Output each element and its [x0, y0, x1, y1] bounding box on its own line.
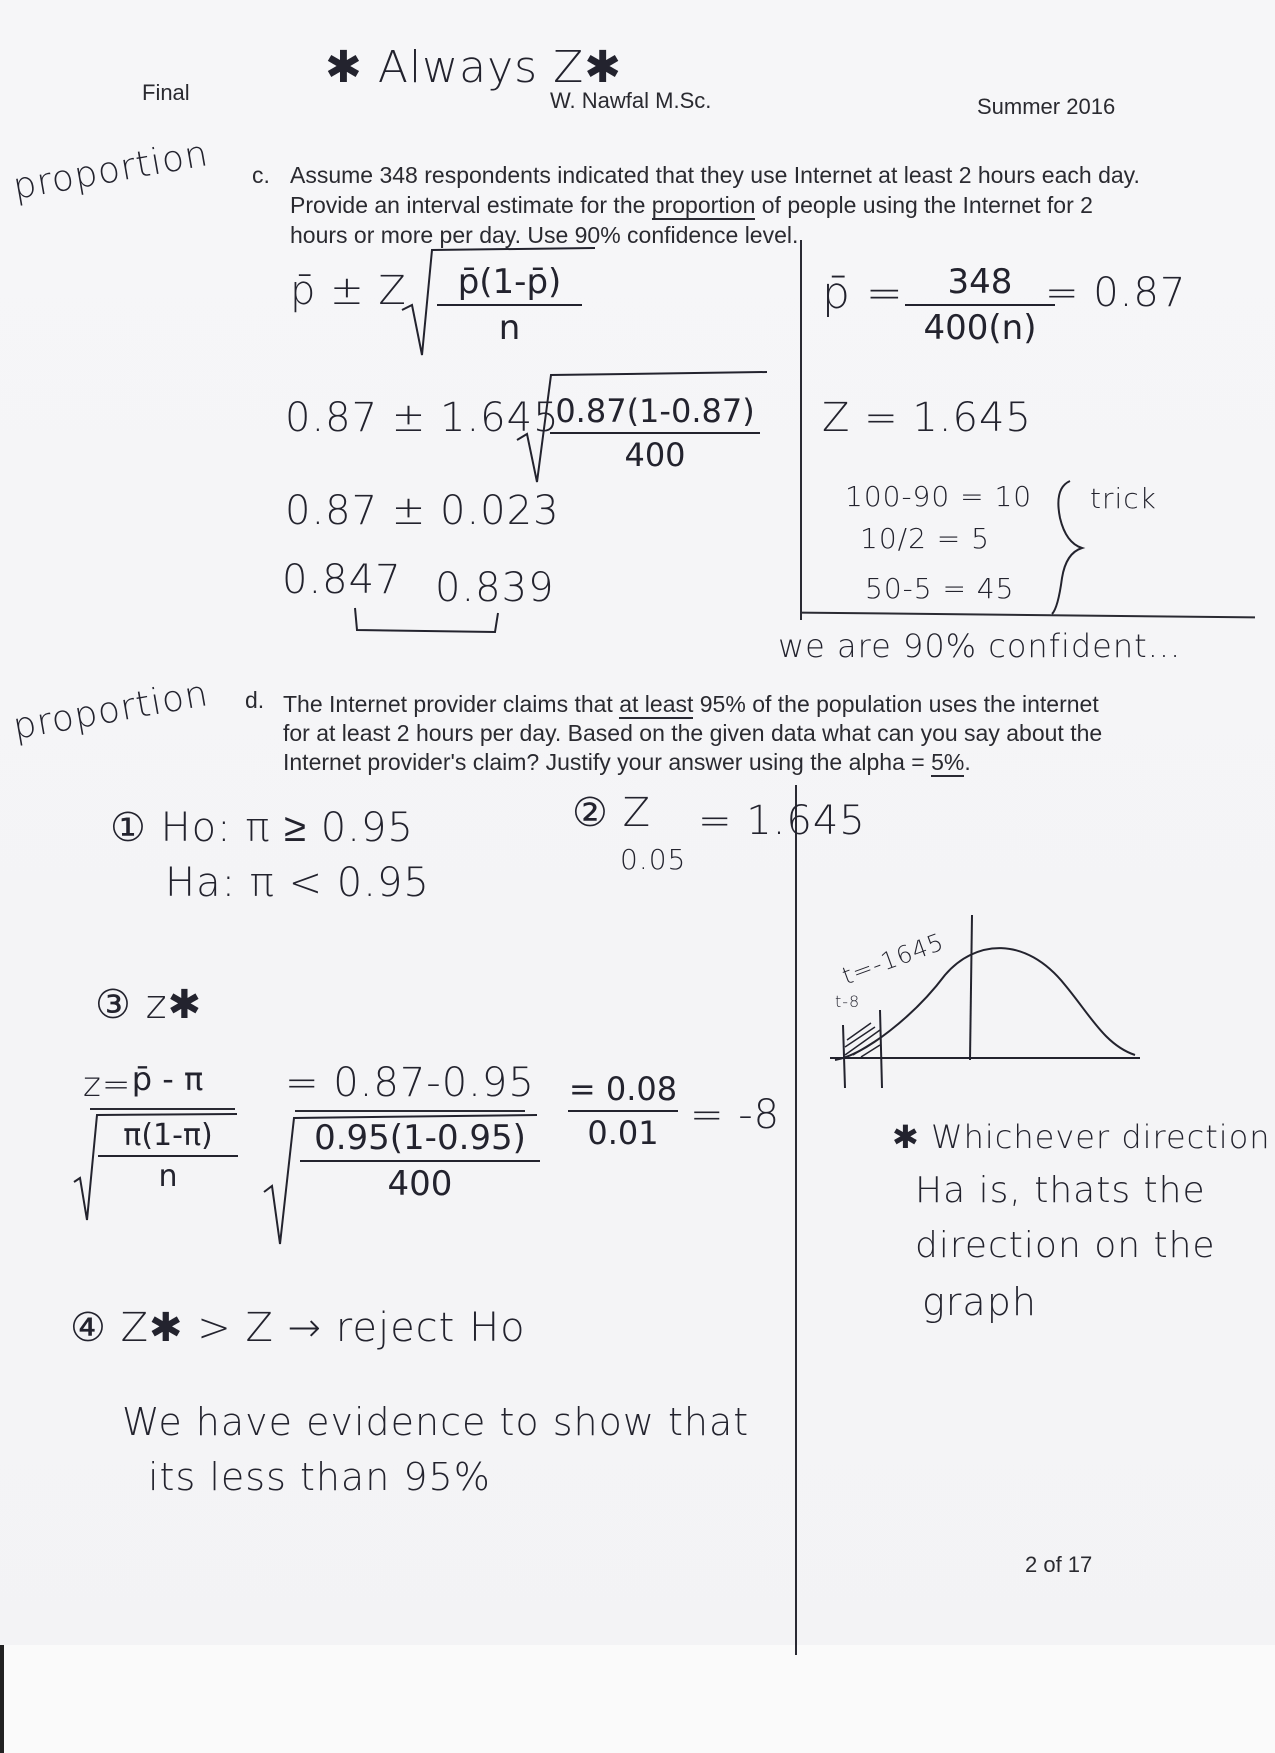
ci-line4-lower: 0.847 [282, 557, 402, 603]
work-divider [795, 785, 797, 1655]
z-sub-denominator: 0.95(1-0.95) 400 [300, 1118, 540, 1204]
header-author: W. Nawfal M.Sc. [550, 88, 712, 113]
step4-decision: ④ Z✱ > Z → reject Ho [70, 1305, 526, 1351]
margin-note-c: proportion [9, 133, 212, 208]
header-term: Summer 2016 [977, 94, 1116, 119]
z-frac2: = 0.08 0.01 [568, 1070, 678, 1152]
step1-alt-hypothesis: Ha: π < 0.95 [165, 860, 430, 906]
pbar-result: = 0.87 [1045, 270, 1187, 316]
conclusion-line-1: We have evidence to show that [122, 1400, 750, 1444]
side-note-line-4: graph [922, 1280, 1037, 1324]
step2-subscript: 0.05 [620, 843, 687, 876]
ci-interval-bracket [352, 605, 502, 635]
question-d-line-3: Internet provider's claim? Justify your answer using the alpha = 5%. [283, 749, 971, 775]
margin-note-d: proportion [9, 673, 212, 748]
trick-line-1: 100-90 = 10 [845, 480, 1033, 513]
confidence-note: we are 90% confident... [778, 627, 1182, 665]
trick-brace [1050, 478, 1090, 618]
ci-line4-upper: 0.839 [435, 565, 555, 611]
trick-line-3: 50-5 = 45 [865, 572, 1015, 605]
side-box-left-border [800, 240, 802, 620]
question-c-line-1: Assume 348 respondents indicated that they use Internet at least 2 hours each day. [290, 162, 1140, 188]
graph-critical-label: t=-1645 [838, 927, 948, 991]
z-formula-numerator: p̄ - π [131, 1060, 204, 1098]
conclusion-line-2: its less than 95% [148, 1455, 491, 1499]
side-note-line-3: direction on the [915, 1225, 1216, 1266]
z-sub-numerator: = 0.87-0.95 [285, 1060, 535, 1106]
ci-formula-fraction: p̄(1-p̄) n [437, 262, 582, 348]
pbar-lead: p̄ = [822, 268, 904, 319]
scan-bottom-strip [0, 1645, 1275, 1753]
pbar-fraction: 348 400(n) [905, 262, 1055, 348]
side-note-line-2: Ha is, thats the [915, 1170, 1206, 1211]
z-formula-lead: z= [83, 1065, 132, 1105]
question-d-text [283, 690, 1143, 777]
header-final: Final [142, 80, 190, 105]
ci-line2-fraction: 0.87(1-0.87) 400 [550, 392, 760, 474]
question-d-letter: d. [245, 687, 265, 713]
question-c-text [290, 160, 1150, 250]
scan-edge [0, 1645, 4, 1753]
question-c-letter: c. [252, 162, 270, 188]
question-d-line-1: The Internet provider claims that at least 95% of the population uses the internet [283, 691, 1099, 717]
normal-curve-sketch [825, 905, 1145, 1095]
question-d-line-2: for at least 2 hours per day. Based on the given data what can you say about the [283, 720, 1103, 746]
side-note-line-1: ✱ Whichever direction [892, 1118, 1271, 1156]
graph-test-stat-label: t-8 [835, 992, 861, 1011]
step2-value: = 1.645 [698, 798, 866, 844]
z-result: = -8 [690, 1092, 781, 1138]
ci-line3: 0.87 ± 0.023 [285, 488, 560, 534]
trick-label: trick [1090, 482, 1157, 515]
ci-formula-lead: p̄ ± Z [290, 268, 407, 314]
z-formula-denominator: π(1-π) n [98, 1118, 238, 1194]
step1-null-hypothesis: ① Ho: π ≥ 0.95 [110, 805, 414, 851]
ci-line2-lead: 0.87 ± 1.645 [285, 395, 560, 441]
page-number: 2 of 17 [1025, 1552, 1093, 1577]
question-c-line-2: Provide an interval estimate for the proportion of people using the Internet for 2 [290, 192, 1093, 218]
z-value: Z = 1.645 [822, 395, 1032, 441]
trick-line-2: 10/2 = 5 [860, 522, 990, 555]
step2-z: ② Z [572, 790, 651, 836]
header-handwritten-title: ✱ Always Z✱ [325, 42, 623, 93]
z-formula-bar [90, 1108, 235, 1110]
question-c-line-3: hours or more per day. Use 90% confidence level. [290, 222, 799, 248]
step3-label: ③ z✱ [95, 982, 203, 1028]
